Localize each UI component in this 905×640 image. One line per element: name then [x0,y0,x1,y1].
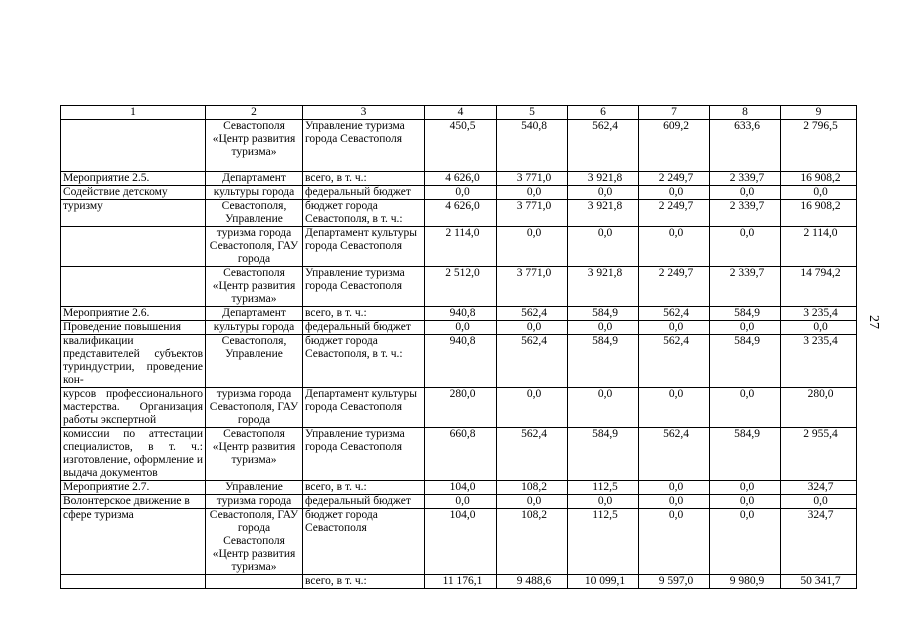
executor-cell: туризма города Севастополя, ГАУ города [206,227,303,267]
value-cell: 0,0 [568,321,639,335]
measure-cell: Проведение повышения [61,321,206,335]
executor-cell: культуры города [206,186,303,200]
value-cell: 3 235,4 [781,335,857,388]
source-cell: Управление туризма города Севастополя [303,267,425,307]
value-cell: 2 512,0 [425,267,497,307]
source-cell: бюджет города Севастополя [303,509,425,575]
value-cell: 3 921,8 [568,200,639,227]
table-row [61,200,857,227]
value-cell: 3 771,0 [497,200,568,227]
value-cell: 0,0 [639,186,710,200]
value-cell: 0,0 [568,186,639,200]
value-cell: 0,0 [639,495,710,509]
table-row [61,172,857,186]
value-cell: 562,4 [639,335,710,388]
table-row [61,335,857,388]
header-cell: 3 [303,106,425,120]
header-cell: 2 [206,106,303,120]
table-row [61,267,857,307]
measure-cell [61,120,206,172]
table-row [61,321,857,335]
value-cell: 0,0 [710,481,781,495]
value-cell: 4 626,0 [425,172,497,186]
header-cell: 1 [61,106,206,120]
table-row [61,428,857,481]
executor-cell: Севастополя «Центр развития туризма» [206,120,303,172]
value-cell: 584,9 [568,307,639,321]
source-cell: всего, в т. ч.: [303,481,425,495]
table-row [61,388,857,428]
value-cell: 2 339,7 [710,172,781,186]
value-cell: 3 771,0 [497,172,568,186]
source-cell: всего, в т. ч.: [303,172,425,186]
value-cell: 940,8 [425,307,497,321]
value-cell: 3 771,0 [497,267,568,307]
table-row [61,481,857,495]
value-cell: 16 908,2 [781,172,857,186]
value-cell: 14 794,2 [781,267,857,307]
value-cell: 280,0 [425,388,497,428]
value-cell: 2 249,7 [639,267,710,307]
measure-cell: квалификации представителей субъектов туриндустрии, проведение кон- [61,335,206,388]
source-cell: федеральный бюджет [303,186,425,200]
executor-cell: Севастополя, ГАУ города Севастополя «Центр развития туризма» [206,509,303,575]
value-cell: 562,4 [497,335,568,388]
value-cell: 609,2 [639,120,710,172]
measure-cell [61,575,206,589]
value-cell: 2 339,7 [710,267,781,307]
value-cell: 0,0 [639,481,710,495]
value-cell: 0,0 [710,321,781,335]
table-row [61,186,857,200]
executor-cell: Департамент [206,172,303,186]
value-cell: 2 339,7 [710,200,781,227]
table-row [61,509,857,575]
header-cell: 4 [425,106,497,120]
source-cell: федеральный бюджет [303,321,425,335]
executor-cell [206,575,303,589]
executor-cell: туризма города [206,495,303,509]
value-cell: 0,0 [497,321,568,335]
value-cell: 0,0 [710,186,781,200]
value-cell: 0,0 [639,509,710,575]
value-cell: 0,0 [425,321,497,335]
value-cell: 540,8 [497,120,568,172]
value-cell: 562,4 [497,428,568,481]
value-cell: 104,0 [425,481,497,495]
value-cell: 3 921,8 [568,267,639,307]
measure-cell: Мероприятие 2.7. [61,481,206,495]
value-cell: 9 488,6 [497,575,568,589]
value-cell: 0,0 [568,388,639,428]
value-cell: 0,0 [497,388,568,428]
value-cell: 0,0 [425,186,497,200]
measure-cell: комиссии по аттестации специалистов, в т. ч.: изготовление, оформление и выдача документов [61,428,206,481]
value-cell: 108,2 [497,509,568,575]
value-cell: 0,0 [639,227,710,267]
value-cell: 940,8 [425,335,497,388]
value-cell: 2 114,0 [425,227,497,267]
executor-cell: Севастополя «Центр развития туризма» [206,428,303,481]
value-cell: 0,0 [781,321,857,335]
value-cell: 112,5 [568,481,639,495]
source-cell: бюджет города Севастополя, в т. ч.: [303,200,425,227]
header-cell: 9 [781,106,857,120]
value-cell: 104,0 [425,509,497,575]
value-cell: 0,0 [497,227,568,267]
executor-cell: Севастополя, Управление [206,200,303,227]
value-cell: 0,0 [639,321,710,335]
value-cell: 450,5 [425,120,497,172]
value-cell: 0,0 [568,495,639,509]
value-cell: 112,5 [568,509,639,575]
measure-cell [61,227,206,267]
table-row [61,227,857,267]
value-cell: 9 980,9 [710,575,781,589]
value-cell: 3 921,8 [568,172,639,186]
value-cell: 562,4 [568,120,639,172]
value-cell: 0,0 [781,495,857,509]
value-cell: 280,0 [781,388,857,428]
measure-cell [61,267,206,307]
value-cell: 584,9 [710,335,781,388]
value-cell: 324,7 [781,481,857,495]
value-cell: 16 908,2 [781,200,857,227]
header-cell: 5 [497,106,568,120]
value-cell: 562,4 [497,307,568,321]
source-cell: федеральный бюджет [303,495,425,509]
header-cell: 6 [568,106,639,120]
measure-cell: туризму [61,200,206,227]
value-cell: 2 114,0 [781,227,857,267]
header-row [61,106,857,120]
value-cell: 0,0 [710,509,781,575]
value-cell: 660,8 [425,428,497,481]
source-cell: Управление туризма города Севастополя [303,120,425,172]
value-cell: 108,2 [497,481,568,495]
measure-cell: сфере туризма [61,509,206,575]
executor-cell: Севастополя, Управление [206,335,303,388]
value-cell: 0,0 [425,495,497,509]
value-cell: 0,0 [710,388,781,428]
value-cell: 4 626,0 [425,200,497,227]
value-cell: 584,9 [710,428,781,481]
executor-cell: туризма города Севастополя, ГАУ города [206,388,303,428]
source-cell: Департамент культуры города Севастополя [303,227,425,267]
value-cell: 3 235,4 [781,307,857,321]
value-cell: 562,4 [639,428,710,481]
executor-cell: Департамент [206,307,303,321]
value-cell: 50 341,7 [781,575,857,589]
measure-cell: Мероприятие 2.6. [61,307,206,321]
table-row [61,575,857,589]
table-row [61,495,857,509]
value-cell: 324,7 [781,509,857,575]
header-cell: 7 [639,106,710,120]
value-cell: 0,0 [568,227,639,267]
value-cell: 584,9 [568,428,639,481]
value-cell: 0,0 [781,186,857,200]
value-cell: 0,0 [710,227,781,267]
table-row [61,307,857,321]
table-body [61,106,857,589]
value-cell: 10 099,1 [568,575,639,589]
measure-cell: Содействие детскому [61,186,206,200]
value-cell: 633,6 [710,120,781,172]
value-cell: 584,9 [710,307,781,321]
value-cell: 2 955,4 [781,428,857,481]
value-cell: 584,9 [568,335,639,388]
executor-cell: Севастополя «Центр развития туризма» [206,267,303,307]
value-cell: 2 249,7 [639,200,710,227]
value-cell: 0,0 [497,495,568,509]
budget-table [60,105,857,589]
executor-cell: Управление [206,481,303,495]
measure-cell: Мероприятие 2.5. [61,172,206,186]
source-cell: всего, в т. ч.: [303,307,425,321]
executor-cell: культуры города [206,321,303,335]
value-cell: 11 176,1 [425,575,497,589]
value-cell: 0,0 [497,186,568,200]
measure-cell: Волонтерское движение в [61,495,206,509]
header-cell: 8 [710,106,781,120]
measure-cell: курсов профессионального мастерства. Организация работы экспертной [61,388,206,428]
value-cell: 0,0 [710,495,781,509]
source-cell: Управление туризма города Севастополя [303,428,425,481]
value-cell: 2 249,7 [639,172,710,186]
value-cell: 0,0 [639,388,710,428]
value-cell: 9 597,0 [639,575,710,589]
source-cell: Департамент культуры города Севастополя [303,388,425,428]
value-cell: 2 796,5 [781,120,857,172]
source-cell: бюджет города Севастополя, в т. ч.: [303,335,425,388]
page-number: 27 [866,315,881,329]
value-cell: 562,4 [639,307,710,321]
source-cell: всего, в т. ч.: [303,575,425,589]
table-row [61,120,857,172]
